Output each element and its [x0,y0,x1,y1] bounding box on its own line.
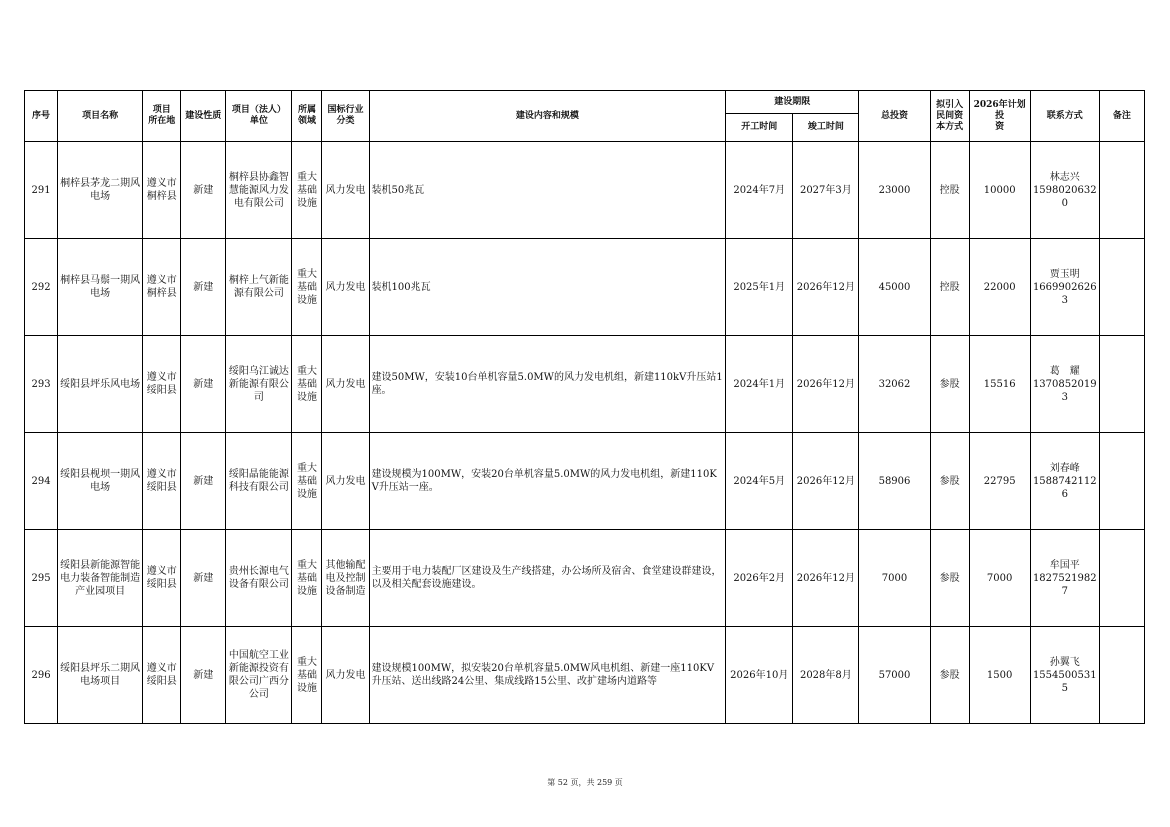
header-nature: 建设性质 [181,91,226,142]
cell-plan: 15516 [969,336,1030,433]
cell-total: 32062 [859,336,930,433]
cell-note [1099,530,1144,627]
table-row [25,336,1145,433]
header-start: 开工时间 [726,114,793,142]
cell-end: 2026年12月 [793,336,859,433]
cell-industry: 风力发电 [322,627,369,724]
table-row [25,433,1145,530]
cell-field: 重大基础设施 [292,627,322,724]
cell-plan: 10000 [969,142,1030,239]
cell-plan: 7000 [969,530,1030,627]
cell-location: 遵义市桐梓县 [143,142,181,239]
cell-end: 2026年12月 [793,530,859,627]
cell-start: 2024年1月 [726,336,793,433]
header-period: 建设期限 [726,91,859,114]
cell-plan: 22795 [969,433,1030,530]
header-contact: 联系方式 [1030,91,1099,142]
cell-start: 2024年7月 [726,142,793,239]
cell-total: 58906 [859,433,930,530]
cell-name: 桐梓县茅龙二期风电场 [58,142,143,239]
cell-note [1099,627,1144,724]
cell-seq: 293 [25,336,58,433]
cell-owner: 贵州长源电气设备有限公司 [226,530,292,627]
header-name: 项目名称 [58,91,143,142]
cell-total: 7000 [859,530,930,627]
cell-owner: 绥阳乌江诚达新能源有限公司 [226,336,292,433]
cell-contact: 葛 耀 13708520193 [1030,336,1099,433]
cell-start: 2026年10月 [726,627,793,724]
cell-seq: 296 [25,627,58,724]
cell-field: 重大基础设施 [292,142,322,239]
cell-content: 建设50MW，安装10台单机容量5.0MW的风力发电机组，新建110kV升压站1座。 [369,336,726,433]
cell-seq: 295 [25,530,58,627]
cell-start: 2026年2月 [726,530,793,627]
cell-content: 主要用于电力装配厂区建设及生产线搭建，办公场所及宿舍、食堂建设群建设，以及相关配套设施建设。 [369,530,726,627]
cell-end: 2027年3月 [793,142,859,239]
cell-contact: 孙翼飞 15545005315 [1030,627,1099,724]
cell-start: 2024年5月 [726,433,793,530]
cell-location: 遵义市桐梓县 [143,239,181,336]
cell-capital: 参股 [930,336,969,433]
cell-plan: 1500 [969,627,1030,724]
cell-name: 绥阳县新能源智能电力装备智能制造产业园项目 [58,530,143,627]
table-row [25,627,1145,724]
cell-field: 重大基础设施 [292,239,322,336]
cell-contact: 林志兴 15980206320 [1030,142,1099,239]
cell-capital: 参股 [930,530,969,627]
cell-name: 绥阳县坪乐二期风电场项目 [58,627,143,724]
header-plan: 2026年计划投 资 [969,91,1030,142]
cell-name: 绥阳县枧坝一期风电场 [58,433,143,530]
cell-total: 23000 [859,142,930,239]
header-end: 竣工时间 [793,114,859,142]
cell-end: 2026年12月 [793,239,859,336]
cell-nature: 新建 [181,142,226,239]
cell-name: 桐梓县马鬃一期风电场 [58,239,143,336]
cell-seq: 291 [25,142,58,239]
cell-note [1099,142,1144,239]
cell-owner: 桐梓县协鑫智慧能源风力发电有限公司 [226,142,292,239]
cell-end: 2026年12月 [793,433,859,530]
header-field: 所属 领域 [292,91,322,142]
cell-contact: 贾玉明 16699026263 [1030,239,1099,336]
cell-industry: 风力发电 [322,433,369,530]
cell-content: 装机100兆瓦 [369,239,726,336]
cell-owner: 桐梓上气新能源有限公司 [226,239,292,336]
cell-industry: 风力发电 [322,239,369,336]
cell-industry: 其他输配电及控制设备制造 [322,530,369,627]
cell-nature: 新建 [181,239,226,336]
table-row [25,239,1145,336]
cell-end: 2028年8月 [793,627,859,724]
cell-field: 重大基础设施 [292,336,322,433]
cell-nature: 新建 [181,336,226,433]
header-location: 项目 所在地 [143,91,181,142]
cell-capital: 参股 [930,433,969,530]
header-seq: 序号 [25,91,58,142]
cell-owner: 绥阳晶能能源科技有限公司 [226,433,292,530]
cell-seq: 294 [25,433,58,530]
cell-note [1099,239,1144,336]
header-industry: 国标行业 分类 [322,91,369,142]
cell-seq: 292 [25,239,58,336]
cell-industry: 风力发电 [322,142,369,239]
cell-name: 绥阳县坪乐风电场 [58,336,143,433]
cell-industry: 风力发电 [322,336,369,433]
cell-content: 建设规模100MW，拟安装20台单机容量5.0MW风电机组、新建一座110KV升压站、送出线路24公里、集成线路15公里、改扩建场内道路等 [369,627,726,724]
project-table [24,90,1145,724]
cell-start: 2025年1月 [726,239,793,336]
cell-owner: 中国航空工业新能源投资有限公司广西分公司 [226,627,292,724]
cell-location: 遵义市绥阳县 [143,336,181,433]
cell-note [1099,433,1144,530]
table-row [25,530,1145,627]
header-note: 备注 [1099,91,1144,142]
cell-field: 重大基础设施 [292,433,322,530]
cell-plan: 22000 [969,239,1030,336]
header-capital: 拟引入 民间资 本方式 [930,91,969,142]
table-row [25,142,1145,239]
cell-total: 45000 [859,239,930,336]
cell-contact: 牟国平 18275219827 [1030,530,1099,627]
cell-location: 遵义市绥阳县 [143,627,181,724]
cell-field: 重大基础设施 [292,530,322,627]
cell-nature: 新建 [181,433,226,530]
header-owner: 项目（法人） 单位 [226,91,292,142]
cell-total: 57000 [859,627,930,724]
page-footer: 第 52 页，共 259 页 [547,778,623,787]
cell-location: 遵义市绥阳县 [143,433,181,530]
cell-note [1099,336,1144,433]
cell-content: 建设规模为100MW，安装20台单机容量5.0MW的风力发电机组，新建110KV升压站一座。 [369,433,726,530]
cell-location: 遵义市绥阳县 [143,530,181,627]
cell-nature: 新建 [181,530,226,627]
cell-content: 装机50兆瓦 [369,142,726,239]
header-content: 建设内容和规模 [369,91,726,142]
cell-contact: 刘春峰 15887421126 [1030,433,1099,530]
cell-nature: 新建 [181,627,226,724]
cell-capital: 控股 [930,142,969,239]
cell-capital: 参股 [930,627,969,724]
header-total: 总投资 [859,91,930,142]
cell-capital: 控股 [930,239,969,336]
